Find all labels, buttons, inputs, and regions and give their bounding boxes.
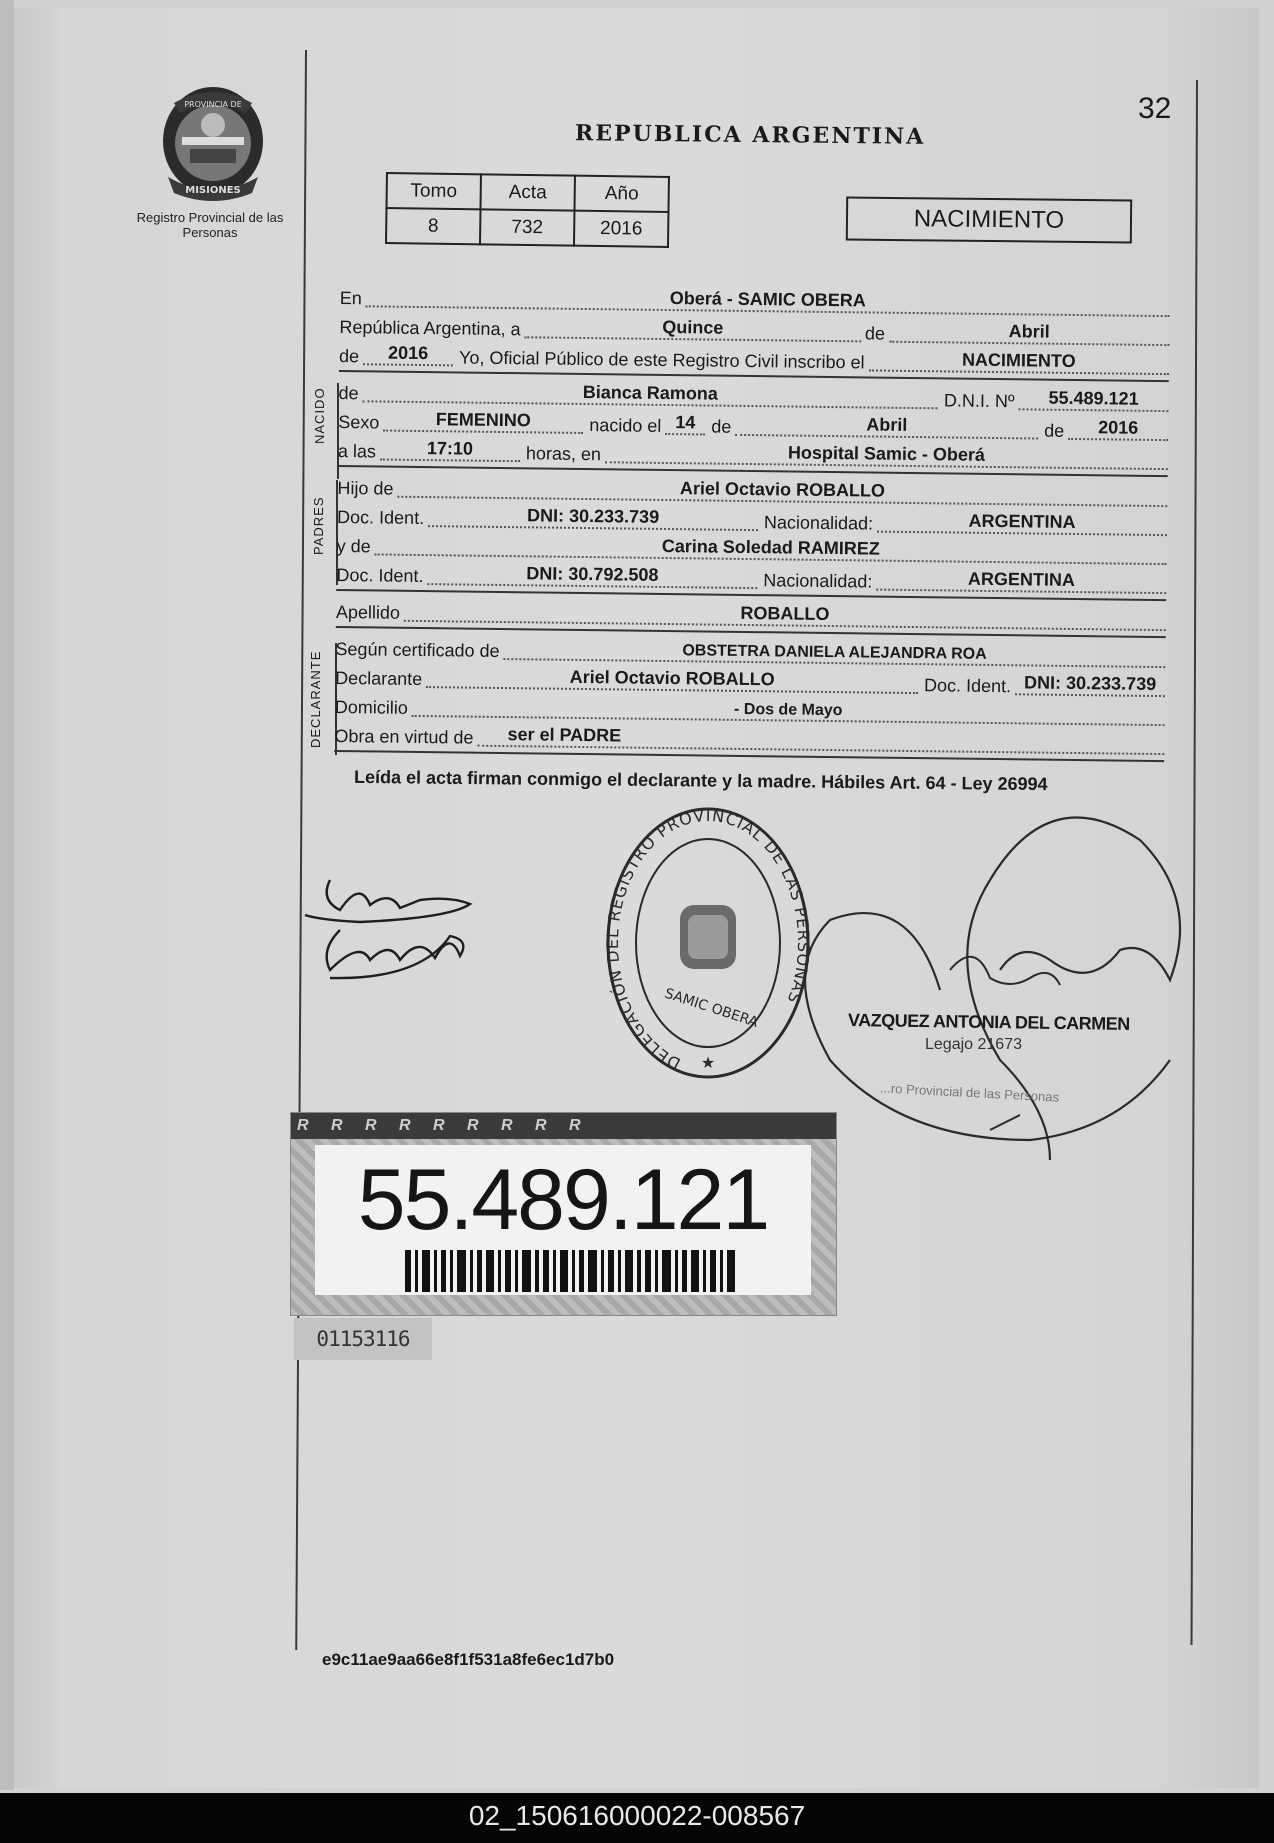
control-number-stamp: 01153116 bbox=[294, 1318, 432, 1360]
field-certificado: OBSTETRA DANIELA ALEJANDRA ROA bbox=[503, 640, 1165, 668]
field-birth-month: Abril bbox=[735, 413, 1038, 440]
misiones-crest-icon bbox=[160, 85, 266, 203]
field-mother-nat: ARGENTINA bbox=[876, 568, 1166, 595]
field-obra: ser el PADRE bbox=[477, 724, 1164, 755]
field-year: 2016 bbox=[363, 342, 453, 366]
label-mother-nat: Nacionalidad: bbox=[763, 570, 873, 592]
field-father-nat: ARGENTINA bbox=[877, 510, 1167, 537]
record-form bbox=[334, 280, 1170, 765]
field-mother: Carina Soledad RAMIREZ bbox=[375, 532, 1167, 565]
svg-text:SAMIC OBERA: SAMIC OBERA bbox=[662, 985, 761, 1031]
field-day-words: Quince bbox=[524, 315, 861, 342]
label-de-3: de bbox=[1044, 420, 1065, 441]
label-apellido: Apellido bbox=[335, 601, 401, 623]
official-seal bbox=[598, 800, 818, 1095]
field-event: NACIMIENTO bbox=[868, 348, 1169, 375]
label-father-nat: Nacionalidad: bbox=[763, 512, 874, 534]
signature-declarante-and-mother bbox=[300, 860, 510, 1005]
label-hijo-de: Hijo de bbox=[337, 477, 394, 499]
field-father: Ariel Octavio ROBALLO bbox=[397, 475, 1167, 507]
signature-official bbox=[790, 790, 1210, 1185]
label-mother-doc: Doc. Ident. bbox=[336, 564, 424, 587]
label-father-doc: Doc. Ident. bbox=[336, 506, 425, 529]
document-hash: e9c11ae9aa66e8f1f531a8fe6ec1d7b0 bbox=[322, 1650, 615, 1669]
label-obra: Obra en virtud de bbox=[334, 725, 474, 748]
registry-table bbox=[385, 172, 670, 248]
field-father-doc: DNI: 30.233.739 bbox=[428, 504, 758, 531]
label-year-prefix: de bbox=[338, 345, 360, 367]
section-label-nacido: NACIDO bbox=[312, 387, 327, 444]
label-horas: horas, en bbox=[525, 443, 602, 465]
field-declarante: Ariel Octavio ROBALLO bbox=[426, 665, 918, 694]
label-child-de: de bbox=[338, 382, 359, 404]
field-birth-place: Hospital Samic - Oberá bbox=[605, 440, 1168, 470]
field-birth-year: 2016 bbox=[1068, 417, 1168, 441]
svg-text:MISIONES: MISIONES bbox=[185, 185, 241, 196]
closing-statement: Leída el acta firman conmigo el declarante y la madre. Hábiles Art. 64 - Ley 26994 bbox=[353, 766, 1048, 795]
registry-header-tomo: Tomo bbox=[386, 173, 480, 209]
registry-header-acta: Acta bbox=[480, 174, 574, 210]
field-child-name: Bianca Ramona bbox=[363, 379, 939, 409]
label-sexo: Sexo bbox=[338, 411, 380, 433]
sticker-pattern: R R R R R R R R R bbox=[291, 1113, 836, 1139]
section-label-padres: PADRES bbox=[311, 496, 326, 555]
label-en: En bbox=[339, 287, 362, 309]
field-birth-day: 14 bbox=[665, 412, 705, 435]
label-y-de: y de bbox=[336, 535, 371, 557]
svg-text:DELEGACIÓN DEL REGISTRO PROVIN: DELEGACIÓN DEL REGISTRO PROVINCIAL DE LAS PERSONAS bbox=[602, 805, 814, 1074]
label-decl-doc: Doc. Ident. bbox=[923, 675, 1012, 697]
label-country: República Argentina, a bbox=[339, 316, 521, 340]
registry-value-anio: 2016 bbox=[574, 211, 668, 247]
issuer-name: Registro Provincial de las Personas bbox=[136, 210, 284, 240]
sticker-dni-number: 55.489.121 bbox=[357, 1152, 769, 1248]
registry-value-tomo: 8 bbox=[386, 208, 480, 244]
label-de: de bbox=[864, 323, 886, 344]
page-number: 32 bbox=[1138, 92, 1172, 125]
dni-sticker bbox=[290, 1112, 837, 1316]
field-sexo: FEMENINO bbox=[383, 409, 583, 434]
label-certificado: Según certificado de bbox=[335, 638, 500, 661]
field-place: Oberá - SAMIC OBERA bbox=[366, 284, 1170, 317]
label-de-2: de bbox=[711, 416, 732, 437]
record-type-box: NACIMIENTO bbox=[846, 197, 1132, 244]
official-name: VAZQUEZ ANTONIA DEL CARMEN bbox=[847, 1010, 1130, 1034]
page-edge-shadow bbox=[0, 0, 14, 1790]
registry-value-acta: 732 bbox=[480, 209, 574, 245]
label-nacido-el: nacido el bbox=[589, 415, 662, 436]
sticker-label bbox=[315, 1145, 811, 1295]
label-a-las: a las bbox=[337, 440, 377, 462]
field-decl-doc: DNI: 30.233.739 bbox=[1015, 672, 1165, 697]
registry-header-anio: Año bbox=[574, 176, 668, 212]
field-child-dni: 55.489.121 bbox=[1018, 387, 1168, 412]
field-month: Abril bbox=[889, 320, 1170, 346]
official-text: Yo, Oficial Público de este Registro Civil inscribo el bbox=[458, 347, 865, 373]
official-legajo: Legajo 21673 bbox=[925, 1036, 1022, 1053]
field-birth-time: 17:10 bbox=[380, 438, 520, 463]
svg-text:★: ★ bbox=[700, 1055, 716, 1072]
section-label-declarante: DECLARANTE bbox=[308, 650, 323, 748]
official-faint-stamp: ...ro Provincial de las Personas bbox=[879, 1080, 1060, 1105]
field-domicilio: - Dos de Mayo bbox=[412, 697, 1165, 726]
label-dni: D.N.I. Nº bbox=[943, 390, 1015, 412]
label-domicilio: Domicilio bbox=[334, 696, 408, 718]
field-mother-doc: DNI: 30.792.508 bbox=[427, 562, 757, 589]
document-title: REPUBLICA ARGENTINA bbox=[574, 120, 926, 150]
svg-text:PROVINCIA DE: PROVINCIA DE bbox=[184, 100, 242, 109]
footer-file-id: 02_150616000022-008567 bbox=[468, 1800, 806, 1831]
barcode-icon bbox=[405, 1250, 735, 1292]
label-declarante: Declarante bbox=[335, 667, 423, 690]
field-apellido: ROBALLO bbox=[404, 599, 1166, 631]
